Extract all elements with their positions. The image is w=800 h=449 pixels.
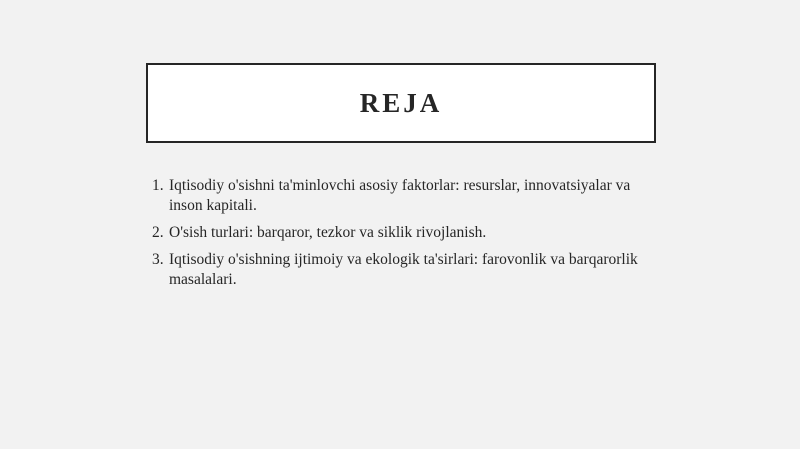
- agenda-item-2: [152, 223, 662, 243]
- agenda-item-number: 2.: [152, 224, 164, 241]
- agenda-item-1: [152, 176, 662, 216]
- agenda-item-text: Iqtisodiy o'sishning ijtimoiy va ekologik ta'sirlari: farovonlik va barqarorlik masalalari.: [169, 251, 638, 288]
- slide-title: REJA: [359, 87, 443, 118]
- agenda-item-text: O'sish turlari: barqaror, tezkor va siklik rivojlanish.: [169, 224, 487, 241]
- agenda-list: [152, 176, 662, 297]
- agenda-item-number: 3.: [152, 251, 164, 268]
- agenda-item-number: 1.: [152, 177, 164, 194]
- title-box: [146, 63, 656, 143]
- agenda-item-text: Iqtisodiy o'sishni ta'minlovchi asosiy faktorlar: resurslar, innovatsiyalar va inson kapitali.: [169, 177, 631, 214]
- agenda-item-3: [152, 250, 662, 290]
